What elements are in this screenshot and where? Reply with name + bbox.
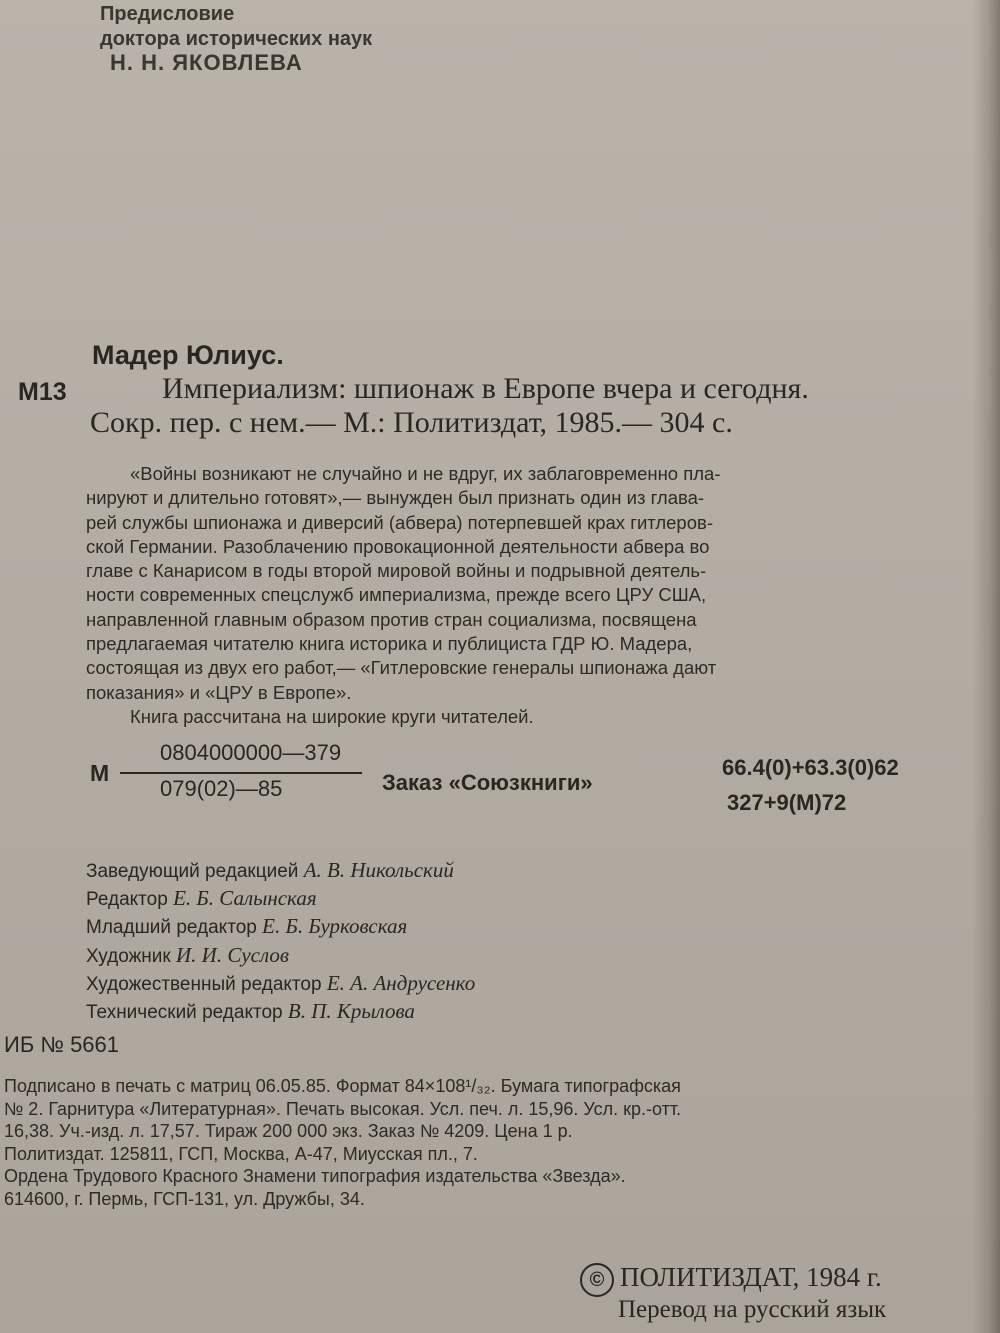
staff-row: [86, 885, 475, 913]
staff-role: Технический редактор: [86, 1002, 283, 1024]
imprint-line: Ордена Трудового Красного Знамени типография издательства «Звезда».: [4, 1166, 626, 1187]
staff-name: Е. А. Андрусенко: [326, 970, 476, 995]
annotation-line: ской Германии. Разоблачению провокационной деятельности абвера во: [86, 535, 710, 557]
staff-name: Е. Б. Бурковская: [262, 914, 408, 939]
catalog-author: Мадер Юлиус.: [92, 340, 284, 370]
index-letter: М: [90, 760, 110, 786]
staff-row: [86, 942, 475, 970]
catalog-title-line-2: Сокр. пер. с нем.— М.: Политиздат, 1985.— 304 с.: [90, 406, 733, 439]
imprint-block: [4, 1075, 681, 1211]
imprint-line: 614600, г. Пермь, ГСП-131, ул. Дружбы, 34.: [4, 1188, 365, 1209]
index-denominator: 079(02)—85: [160, 776, 283, 801]
index-numerator: 0804000000—379: [160, 740, 342, 765]
annotation-line: нируют и длительно готовят»,— вынужден был признать один из глава-: [86, 487, 705, 509]
annotation-line: главе с Канарисом в годы второй мировой войны и подрывной деятель-: [86, 560, 707, 582]
fraction-line: [120, 772, 362, 774]
staff-role: Художник: [86, 945, 171, 967]
page-edge-shadow: [972, 0, 1000, 1333]
staff-name: И. И. Суслов: [175, 942, 289, 967]
annotation-block: [86, 462, 966, 729]
bbk-code-1: 66.4(0)+63.3(0)62: [722, 755, 899, 780]
staff-name: А. В. Никольский: [303, 858, 454, 882]
annotation-line: состоящая из двух его работ,— «Гитлеровские генералы шпионажа дают: [86, 657, 717, 679]
staff-name: В. П. Крылова: [287, 999, 415, 1024]
staff-role: Заведующий редакцией: [86, 861, 299, 882]
copyright-icon: ©: [580, 1263, 614, 1297]
annotation-line: рей службы шпионажа и диверсий (абвера) потерпевшей крах гитлеров-: [86, 511, 713, 533]
annotation-line: направленной главным образом против стран социализма, посвящена: [86, 608, 697, 630]
imprint-line: Подписано в печать с матриц 06.05.85. Формат 84×108¹/₃₂. Бумага типографская: [4, 1076, 681, 1096]
copyright-line: [580, 1262, 882, 1297]
annotation-audience: Книга рассчитана на широкие круги читателей.: [130, 705, 534, 727]
copyright-text: ПОЛИТИЗДАТ, 1984 г.: [620, 1262, 882, 1292]
translation-note: Перевод на русский язык: [618, 1296, 887, 1323]
staff-role: Художественный редактор: [86, 973, 322, 995]
ib-number: ИБ № 5661: [4, 1032, 120, 1057]
staff-row: [86, 913, 475, 941]
imprint-line: № 2. Гарнитура «Литературная». Печать высокая. Усл. печ. л. 15,96. Усл. кр.-отт.: [4, 1098, 682, 1119]
staff-role: Редактор: [86, 889, 168, 911]
annotation-line: показания» и «ЦРУ в Европе».: [86, 681, 352, 703]
staff-row: [86, 857, 475, 885]
annotation-line: предлагаемая читателю книга историка и публициста ГДР Ю. Мадера,: [86, 633, 693, 655]
imprint-line: 16,38. Уч.-изд. л. 17,57. Тираж 200 000 экз. Заказ № 4209. Цена 1 р.: [4, 1121, 573, 1142]
catalog-code: М13: [18, 378, 67, 406]
staff-role: Младший редактор: [86, 917, 257, 939]
catalog-title-line-1: Империализм: шпионаж в Европе вчера и сегодня.: [162, 372, 809, 405]
annotation-line: ности современных спецслужб империализма, прежде всего ЦРУ США,: [86, 584, 707, 606]
preface-author-name: Н. Н. ЯКОВЛЕВА: [110, 50, 303, 75]
staff-name: Е. Б. Салынская: [173, 886, 317, 911]
index-order: Заказ «Союзкниги»: [382, 770, 593, 795]
annotation-line: «Войны возникают не случайно и не вдруг, их заблаговременно пла-: [130, 463, 721, 484]
imprint-line: Политиздат. 125811, ГСП, Москва, А-47, Миусская пл., 7.: [4, 1143, 478, 1164]
staff-row: [86, 970, 475, 998]
preface-author-degree: доктора исторических наук: [100, 28, 373, 50]
preface-label: Предисловие: [100, 3, 235, 25]
bbk-code-2: 327+9(М)72: [727, 790, 847, 815]
staff-row: [86, 998, 475, 1026]
staff-list: [86, 857, 475, 1026]
